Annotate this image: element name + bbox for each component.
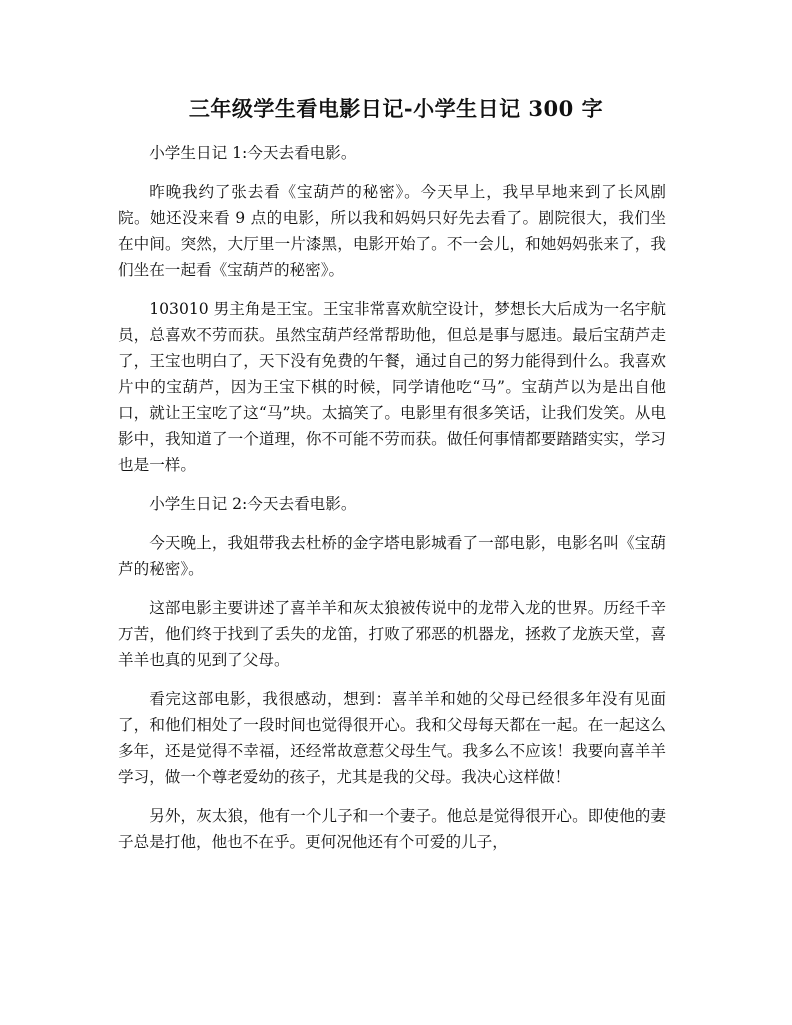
paragraph: 103010 男主角是王宝。王宝非常喜欢航空设计，梦想长大后成为一名宇航员，总喜欢不劳而获。虽然宝葫芦经常帮助他，但总是事与愿违。最后宝葫芦走了，王宝也明白了，天下没有免费的午餐，通过自己的努力能得到什么。我喜欢片中的宝葫芦，因为王宝下棋的时候，同学请他吃“马”。宝葫芦以为是出自他口，就让王宝吃了这“马”块。太搞笑了。电影里有很多笑话，让我们发笑。从电影中，我知道了一个道理，你不可能不劳而获。做任何事情都要踏踏实实，学习也是一样。 — [118, 300, 666, 474]
paragraph: 另外，灰太狼，他有一个儿子和一个妻子。他总是觉得很开心。即使他的妻子总是打他，他也不在乎。更何况他还有个可爱的儿子， — [118, 807, 666, 851]
paragraph: 今天晚上，我姐带我去杜桥的金字塔电影城看了一部电影，电影名叫《宝葫芦的秘密》。 — [118, 534, 666, 578]
document-title: 三年级学生看电影日记-小学生日记 300 字 — [188, 96, 604, 121]
paragraph-diary-1-heading: 小学生日记 1:今天去看电影。 — [149, 144, 357, 162]
paragraph: 这部电影主要讲述了喜羊羊和灰太狼被传说中的龙带入龙的世界。历经千辛万苦，他们终于找到了丢失的龙笛，打败了邪恶的机器龙，拯救了龙族天堂，喜羊羊也真的见到了父母。 — [118, 599, 666, 669]
paragraph: 昨晚我约了张去看《宝葫芦的秘密》。今天早上，我早早地来到了长风剧院。她还没来看 9 点的电影，所以我和妈妈只好先去看了。剧院很大，我们坐在中间。突然，大厅里一片漆黑，电影开始了。不一会儿，和她妈妈张来了，我们坐在一起看《宝葫芦的秘密》。 — [118, 183, 666, 279]
paragraph-diary-2-heading: 小学生日记 2:今天去看电影。 — [149, 495, 357, 513]
paragraph: 看完这部电影，我很感动，想到：喜羊羊和她的父母已经很多年没有见面了，和他们相处了一段时间也觉得很开心。我和父母每天都在一起。在一起这么多年，还是觉得不幸福，还经常故意惹父母生气。我多么不应该！我要向喜羊羊学习，做一个尊老爱幼的孩子，尤其是我的父母。我决心这样做！ — [118, 690, 666, 786]
document-body — [118, 140, 666, 868]
